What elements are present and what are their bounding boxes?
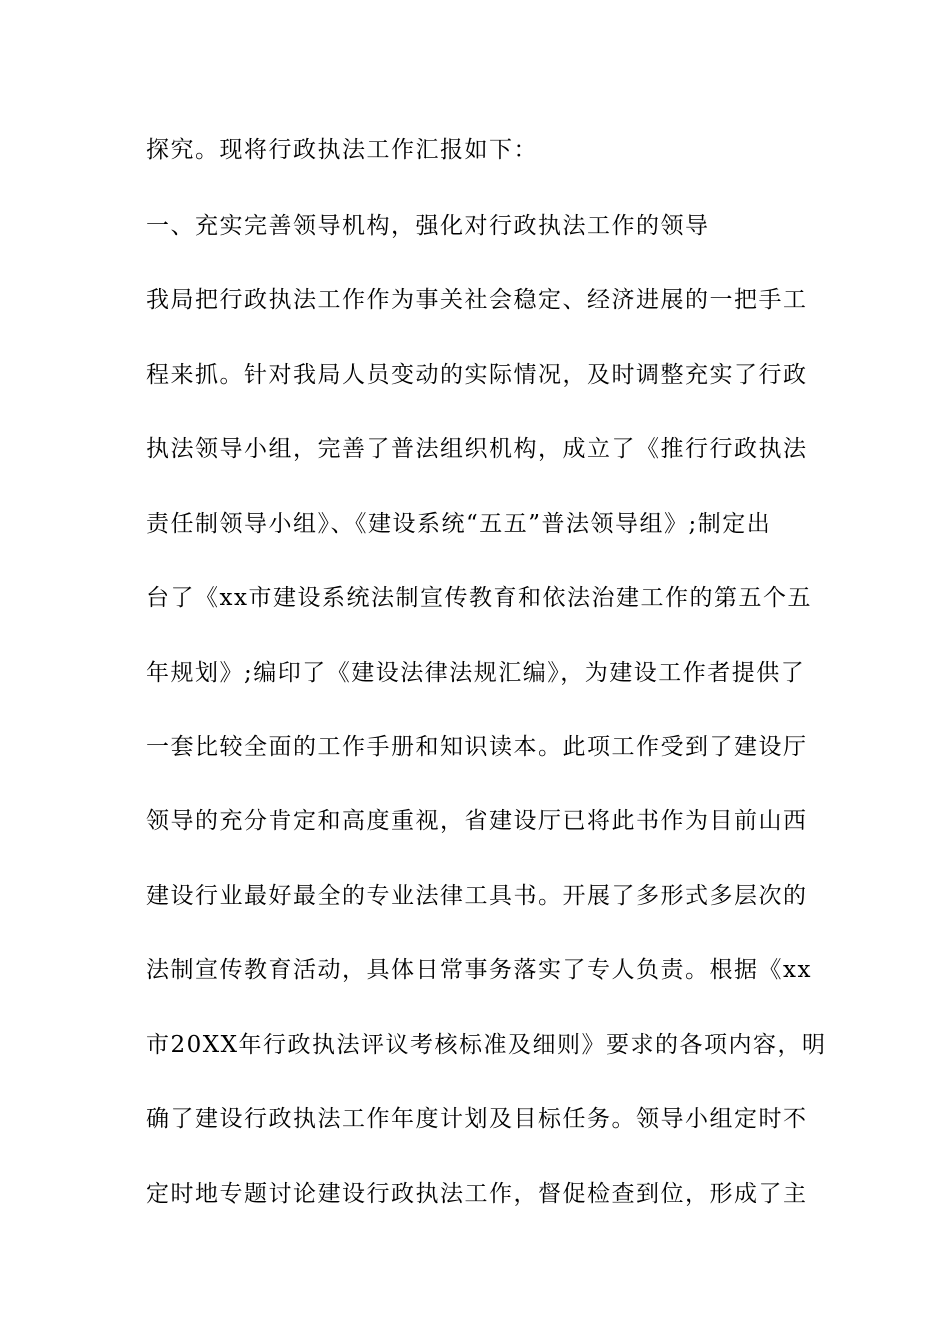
paragraph-line: 我局把行政执法工作作为事关社会稳定、经济进展的一把手工 bbox=[146, 287, 808, 313]
paragraph-line: 领导的充分肯定和高度重视，省建设厅已将此书作为目前山西 bbox=[146, 808, 808, 834]
paragraph-line: 确了建设行政执法工作年度计划及目标任务。领导小组定时不 bbox=[146, 1106, 808, 1132]
paragraph-line: 市20XX年行政执法评议考核标准及细则》要求的各项内容，明 bbox=[146, 1032, 827, 1058]
paragraph-line: 台了《xx市建设系统法制宣传教育和依法治建工作的第五个五 bbox=[146, 585, 812, 611]
paragraph-line: 执法领导小组，完善了普法组织机构，成立了《推行行政执法 bbox=[146, 436, 808, 462]
paragraph-line: 责任制领导小组》、《建设系统“五五”普法领导组》;制定出 bbox=[146, 511, 772, 537]
paragraph-line: 探究。现将行政执法工作汇报如下： bbox=[146, 137, 538, 163]
paragraph-line: 建设行业最好最全的专业法律工具书。开展了多形式多层次的 bbox=[146, 883, 808, 909]
paragraph-line: 年规划》;编印了《建设法律法规汇编》，为建设工作者提供了 bbox=[146, 660, 806, 686]
paragraph-line: 法制宣传教育活动，具体日常事务落实了专人负责。根据《xx bbox=[146, 957, 812, 983]
section-heading: 一、充实完善领导机构，强化对行政执法工作的领导 bbox=[146, 213, 710, 239]
paragraph-line: 定时地专题讨论建设行政执法工作，督促检查到位，形成了主 bbox=[146, 1181, 808, 1207]
paragraph-line: 程来抓。针对我局人员变动的实际情况，及时调整充实了行政 bbox=[146, 362, 808, 388]
paragraph-line: 一套比较全面的工作手册和知识读本。此项工作受到了建设厅 bbox=[146, 734, 808, 760]
